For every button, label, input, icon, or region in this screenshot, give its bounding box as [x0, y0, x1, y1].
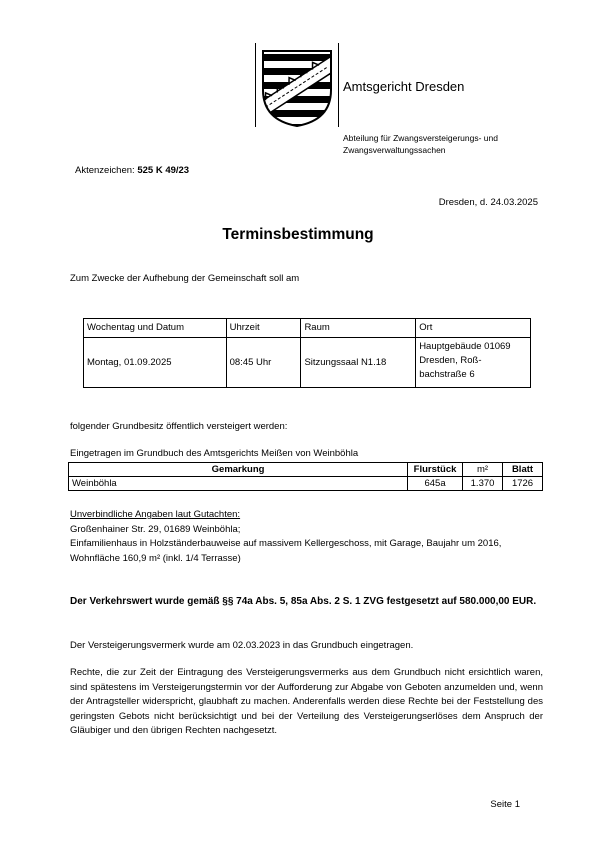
file-reference-label: Aktenzeichen: — [75, 165, 135, 176]
table-header-cell: Blatt — [503, 463, 543, 477]
department-name: Abteilung für Zwangsversteigerungs- und Zwangsverwaltungssachen — [343, 133, 498, 155]
table-header-cell: Raum — [301, 319, 416, 338]
table-header-row — [84, 319, 531, 338]
schedule-table — [83, 318, 531, 388]
table-header-cell: Wochentag und Datum — [84, 319, 227, 338]
table-header-cell: Flurstück — [408, 463, 463, 477]
header-divider-left — [255, 43, 256, 127]
sheet-cell: 1726 — [503, 477, 543, 491]
parcel-table — [68, 462, 543, 491]
page-number: Seite 1 — [490, 799, 520, 810]
info-block — [70, 508, 543, 566]
table-header-cell: Ort — [416, 319, 531, 338]
info-heading: Unverbindliche Angaben laut Gutachten: — [70, 509, 241, 520]
table-header-row — [69, 463, 543, 477]
saxony-coat-of-arms-icon — [260, 48, 334, 128]
table-header-cell: Gemarkung — [69, 463, 408, 477]
place-date: Dresden, d. 24.03.2025 — [438, 197, 538, 208]
date-cell: Montag, 01.09.2025 — [84, 338, 227, 388]
file-reference — [75, 165, 189, 176]
court-name: Amtsgericht Dresden — [343, 79, 465, 94]
file-reference-value: 525 K 49/23 — [137, 165, 190, 176]
entry-note: Der Versteigerungsvermerk wurde am 02.03.2023 in das Grundbuch eingetragen. — [70, 640, 414, 651]
page-title: Terminsbestimmung — [222, 226, 374, 243]
auction-sentence: folgender Grundbesitz öffentlich versteigert werden: — [70, 421, 288, 432]
table-header-cell: m² — [463, 463, 503, 477]
time-cell: 08:45 Uhr — [226, 338, 301, 388]
value-statement: Der Verkehrswert wurde gemäß §§ 74a Abs. 5, 85a Abs. 2 S. 1 ZVG festgesetzt auf 580.000,00 EUR. — [70, 596, 537, 607]
district-cell: Weinböhla — [69, 477, 408, 491]
area-cell: 1.370 — [463, 477, 503, 491]
land-register-note: Eingetragen im Grundbuch des Amtsgerichts Meißen von Weinböhla — [70, 448, 359, 459]
intro-text: Zum Zwecke der Aufhebung der Gemeinschaft soll am — [70, 273, 300, 284]
parcel-cell: 645a — [408, 477, 463, 491]
table-row — [69, 477, 543, 491]
table-row — [84, 338, 531, 388]
header-divider-right — [338, 43, 339, 127]
rights-paragraph: Rechte, die zur Zeit der Eintragung des Versteigerungsvermerks aus dem Grundbuch nicht ersichtlich waren, sind spätestens im Versteigerungstermin vor der Aufforderung zur Abgabe von Geboten anzumelden und, wenn der Antragsteller widerspricht, glaubhaft zu machen. Anderenfalls werden diese Rechte bei der Feststellung des geringsten Gebots nicht berücksichtigt und bei der Verteilung des Versteigerungserlöses dem Anspruch der Gläubiger und den übrigen Rechten nachgesetzt. — [70, 667, 543, 737]
info-description: Einfamilienhaus in Holzständerbauweise auf massivem Kellergeschoss, mit Garage, Baujahr um 2016, Wohnfläche 160,9 m² (inkl. 1/4 Terrasse) — [70, 538, 502, 564]
table-header-cell: Uhrzeit — [226, 319, 301, 338]
info-address: Großenhainer Str. 29, 01689 Weinböhla; — [70, 523, 241, 535]
room-cell: Sitzungssaal N1.18 — [301, 338, 416, 388]
location-cell: Hauptgebäude 01069 Dresden, Roß-bachstraße 6 — [416, 338, 531, 388]
